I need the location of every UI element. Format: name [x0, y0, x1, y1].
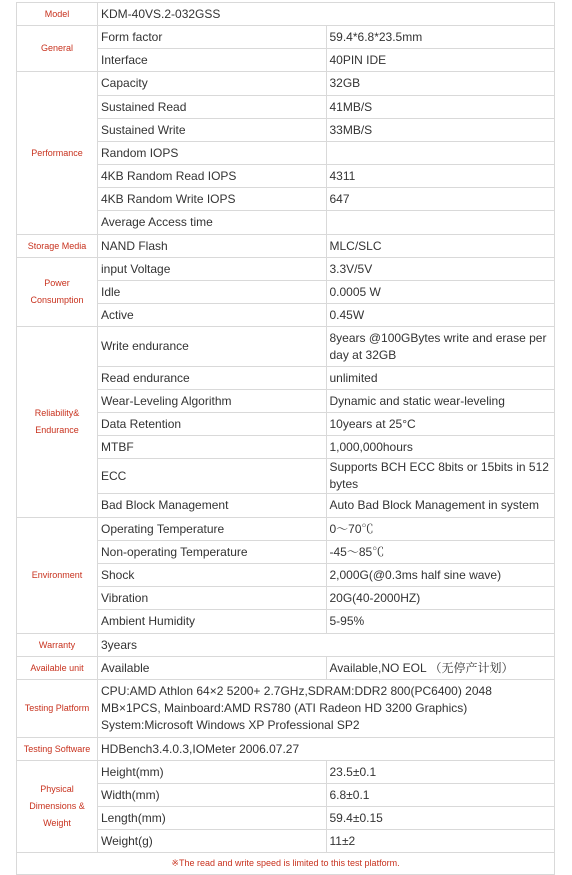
spec-value: 41MB/S	[326, 96, 555, 119]
spec-value: 0.45W	[326, 304, 555, 327]
spec-item: Average Access time	[98, 211, 327, 235]
spec-value: MLC/SLC	[326, 235, 555, 258]
spec-row	[17, 188, 555, 211]
spec-item: Idle	[98, 281, 327, 304]
spec-row	[17, 235, 555, 258]
spec-item: Bad Block Management	[98, 494, 327, 518]
spec-value: 6.8±0.1	[326, 784, 555, 807]
spec-value: unlimited	[326, 367, 555, 390]
spec-row	[17, 807, 555, 830]
spec-item: Interface	[98, 49, 327, 72]
spec-row	[17, 390, 555, 413]
spec-row	[17, 761, 555, 784]
spec-value: Available,NO EOL （无停产计划）	[326, 657, 555, 680]
spec-value	[326, 211, 555, 235]
spec-row	[17, 784, 555, 807]
spec-item: 4KB Random Write IOPS	[98, 188, 327, 211]
spec-row	[17, 3, 555, 26]
category-label: Physical Dimensions & Weight	[17, 761, 98, 853]
spec-item: ECC	[98, 459, 327, 494]
spec-value: 3.3V/5V	[326, 258, 555, 281]
spec-value: Auto Bad Block Management in system	[326, 494, 555, 518]
spec-item: Wear-Leveling Algorithm	[98, 390, 327, 413]
spec-value: 3years	[98, 634, 555, 657]
spec-row	[17, 564, 555, 587]
spec-value: Supports BCH ECC 8bits or 15bits in 512 bytes	[326, 459, 555, 494]
spec-item: Width(mm)	[98, 784, 327, 807]
category-label: Performance	[17, 72, 98, 235]
spec-item: Ambient Humidity	[98, 610, 327, 634]
spec-item: Shock	[98, 564, 327, 587]
spec-value: 33MB/S	[326, 119, 555, 142]
spec-item: 4KB Random Read IOPS	[98, 165, 327, 188]
category-label: Reliability& Endurance	[17, 327, 98, 518]
spec-row	[17, 830, 555, 853]
category-label: Environment	[17, 518, 98, 634]
spec-row	[17, 142, 555, 165]
footnote-row	[17, 853, 555, 875]
spec-row	[17, 680, 555, 738]
spec-value: 8years @100GBytes write and erase per day at 32GB	[326, 327, 555, 367]
spec-row	[17, 211, 555, 235]
spec-item: Operating Temperature	[98, 518, 327, 541]
spec-row	[17, 634, 555, 657]
spec-value: 59.4±0.15	[326, 807, 555, 830]
spec-value: CPU:AMD Athlon 64×2 5200+ 2.7GHz,SDRAM:DDR2 800(PC6400) 2048 MB×1PCS, Mainboard:AMD RS780 (ATI Radeon HD 3200 Graphics) System:Microsoft Windows XP Professional SP2	[98, 680, 555, 738]
spec-value: 647	[326, 188, 555, 211]
spec-row	[17, 281, 555, 304]
spec-value: 59.4*6.8*23.5mm	[326, 26, 555, 49]
spec-item: Weight(g)	[98, 830, 327, 853]
spec-item: Sustained Write	[98, 119, 327, 142]
spec-item: Non-operating Temperature	[98, 541, 327, 564]
spec-item: Height(mm)	[98, 761, 327, 784]
spec-row	[17, 494, 555, 518]
spec-value: -45～85℃	[326, 541, 555, 564]
category-label: Storage Media	[17, 235, 98, 258]
spec-value: 0.0005 W	[326, 281, 555, 304]
spec-row	[17, 367, 555, 390]
category-label: Available unit	[17, 657, 98, 680]
spec-value: 11±2	[326, 830, 555, 853]
footnote: ※The read and write speed is limited to this test platform.	[17, 853, 555, 875]
spec-row	[17, 327, 555, 367]
spec-value: 0～70℃	[326, 518, 555, 541]
spec-row	[17, 165, 555, 188]
spec-row	[17, 610, 555, 634]
spec-value: 23.5±0.1	[326, 761, 555, 784]
spec-row	[17, 119, 555, 142]
spec-value	[326, 142, 555, 165]
spec-row	[17, 304, 555, 327]
category-label: Testing Software	[17, 738, 98, 761]
spec-value: 4311	[326, 165, 555, 188]
spec-row	[17, 26, 555, 49]
spec-row	[17, 518, 555, 541]
spec-item: Length(mm)	[98, 807, 327, 830]
spec-item: Data Retention	[98, 413, 327, 436]
spec-row	[17, 657, 555, 680]
spec-value: 40PIN IDE	[326, 49, 555, 72]
category-label: Testing Platform	[17, 680, 98, 738]
category-label: Power Consumption	[17, 258, 98, 327]
spec-row	[17, 459, 555, 494]
spec-item: Active	[98, 304, 327, 327]
spec-value: 5-95%	[326, 610, 555, 634]
spec-value: 32GB	[326, 72, 555, 96]
spec-row	[17, 541, 555, 564]
spec-item: NAND Flash	[98, 235, 327, 258]
spec-value: 10years at 25°C	[326, 413, 555, 436]
category-label: General	[17, 26, 98, 72]
spec-item: Form factor	[98, 26, 327, 49]
spec-value: HDBench3.4.0.3,IOMeter 2006.07.27	[98, 738, 555, 761]
spec-value: 2,000G(@0.3ms half sine wave)	[326, 564, 555, 587]
spec-row	[17, 49, 555, 72]
spec-item: Capacity	[98, 72, 327, 96]
spec-row	[17, 587, 555, 610]
spec-value: KDM-40VS.2-032GSS	[98, 3, 555, 26]
spec-item: Available	[98, 657, 327, 680]
category-label: Warranty	[17, 634, 98, 657]
spec-row	[17, 738, 555, 761]
category-label: Model	[17, 3, 98, 26]
spec-item: input Voltage	[98, 258, 327, 281]
spec-item: Random IOPS	[98, 142, 327, 165]
spec-value: 1,000,000hours	[326, 436, 555, 459]
spec-row	[17, 72, 555, 96]
spec-row	[17, 258, 555, 281]
spec-row	[17, 413, 555, 436]
spec-table	[16, 2, 555, 875]
spec-value: Dynamic and static wear-leveling	[326, 390, 555, 413]
spec-item: MTBF	[98, 436, 327, 459]
spec-row	[17, 96, 555, 119]
spec-item: Read endurance	[98, 367, 327, 390]
spec-item: Vibration	[98, 587, 327, 610]
spec-item: Sustained Read	[98, 96, 327, 119]
spec-item: Write endurance	[98, 327, 327, 367]
spec-row	[17, 436, 555, 459]
spec-value: 20G(40-2000HZ)	[326, 587, 555, 610]
